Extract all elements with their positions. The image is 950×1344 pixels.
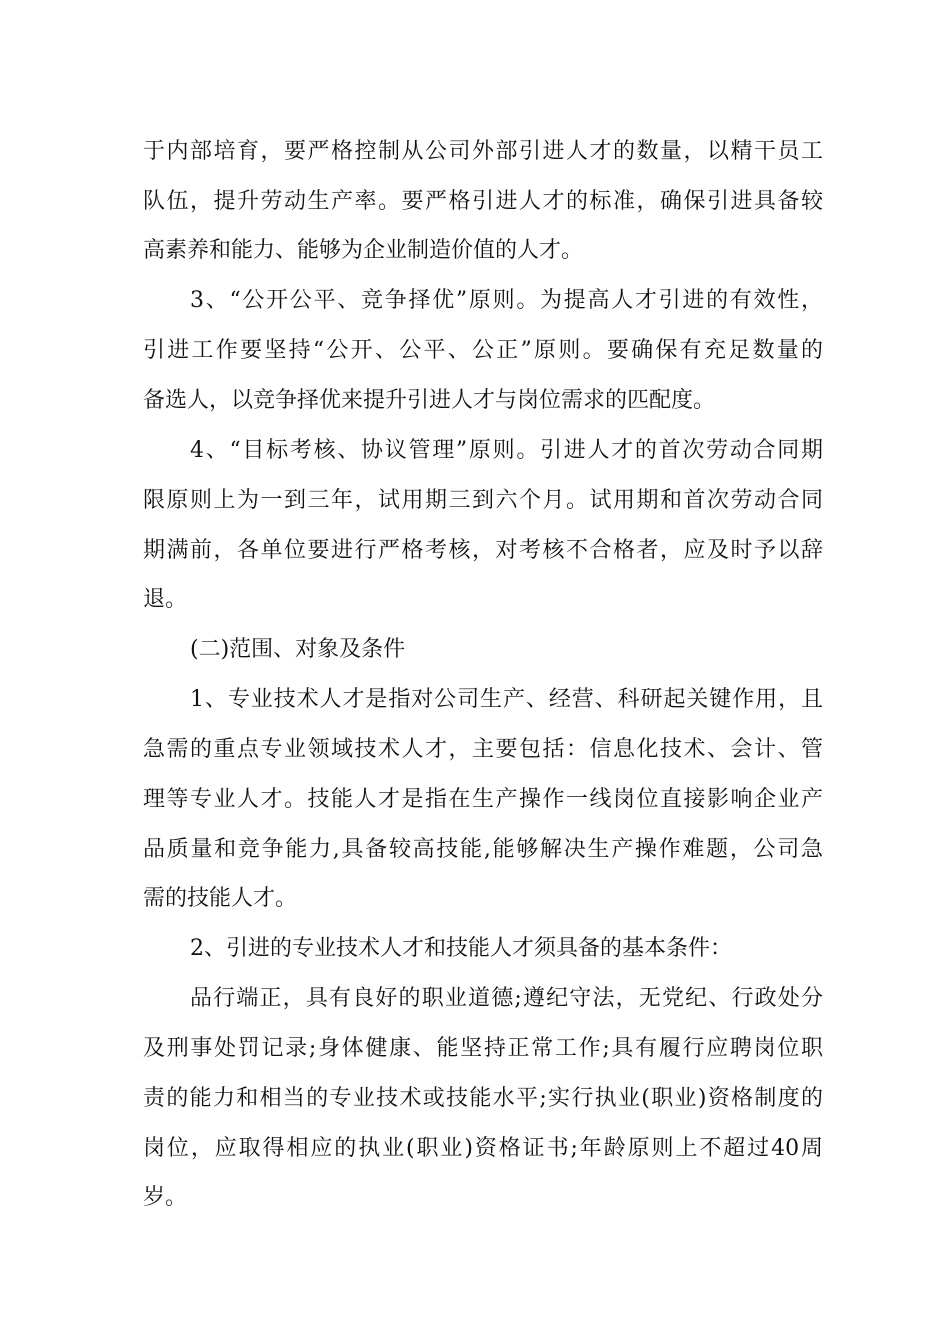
text-line: 1、专业技术人才是指对公司生产、经营、科研起关键作用，且 xyxy=(190,687,823,712)
text-line: 于内部培育，要严格控制从公司外部引进人才的数量，以精干员工 xyxy=(143,139,823,164)
text-line: 高素养和能力、能够为企业制造价值的人才。 xyxy=(143,238,584,263)
section-heading: (二)范围、对象及条件 xyxy=(190,637,406,662)
text-line: 需的技能人才。 xyxy=(143,886,298,911)
text-line: 责的能力和相当的专业技术或技能水平;实行执业(职业)资格制度的 xyxy=(143,1086,823,1111)
text-line: 品行端正，具有良好的职业道德;遵纪守法，无党纪、行政处分 xyxy=(190,986,823,1011)
text-line: 引进工作要坚持“公开、公平、公正”原则。要确保有充足数量的 xyxy=(143,338,823,363)
text-line: 队伍，提升劳动生产率。要严格引进人才的标准，确保引进具备较 xyxy=(143,189,823,214)
text-line: 退。 xyxy=(143,587,188,612)
text-line: 4、“目标考核、协议管理”原则。引进人才的首次劳动合同期 xyxy=(190,438,823,463)
text-line: 期满前，各单位要进行严格考核，对考核不合格者，应及时予以辞 xyxy=(143,538,823,563)
text-line: 3、“公开公平、竞争择优”原则。为提高人才引进的有效性， xyxy=(190,288,823,313)
text-line: 岁。 xyxy=(143,1185,188,1210)
text-line: 理等专业人才。技能人才是指在生产操作一线岗位直接影响企业产 xyxy=(143,787,823,812)
text-line: 岗位，应取得相应的执业(职业)资格证书;年龄原则上不超过40周 xyxy=(143,1136,823,1161)
text-line: 限原则上为一到三年，试用期三到六个月。试用期和首次劳动合同 xyxy=(143,488,823,513)
text-line: 品质量和竞争能力,具备较高技能,能够解决生产操作难题，公司急 xyxy=(143,837,823,862)
text-line: 2、引进的专业技术人才和技能人才须具备的基本条件： xyxy=(190,936,732,961)
text-line: 及刑事处罚记录;身体健康、能坚持正常工作;具有履行应聘岗位职 xyxy=(143,1036,823,1061)
text-line: 备选人，以竞争择优来提升引进人才与岗位需求的匹配度。 xyxy=(143,388,716,413)
text-line: 急需的重点专业领域技术人才，主要包括：信息化技术、会计、管 xyxy=(143,737,823,762)
